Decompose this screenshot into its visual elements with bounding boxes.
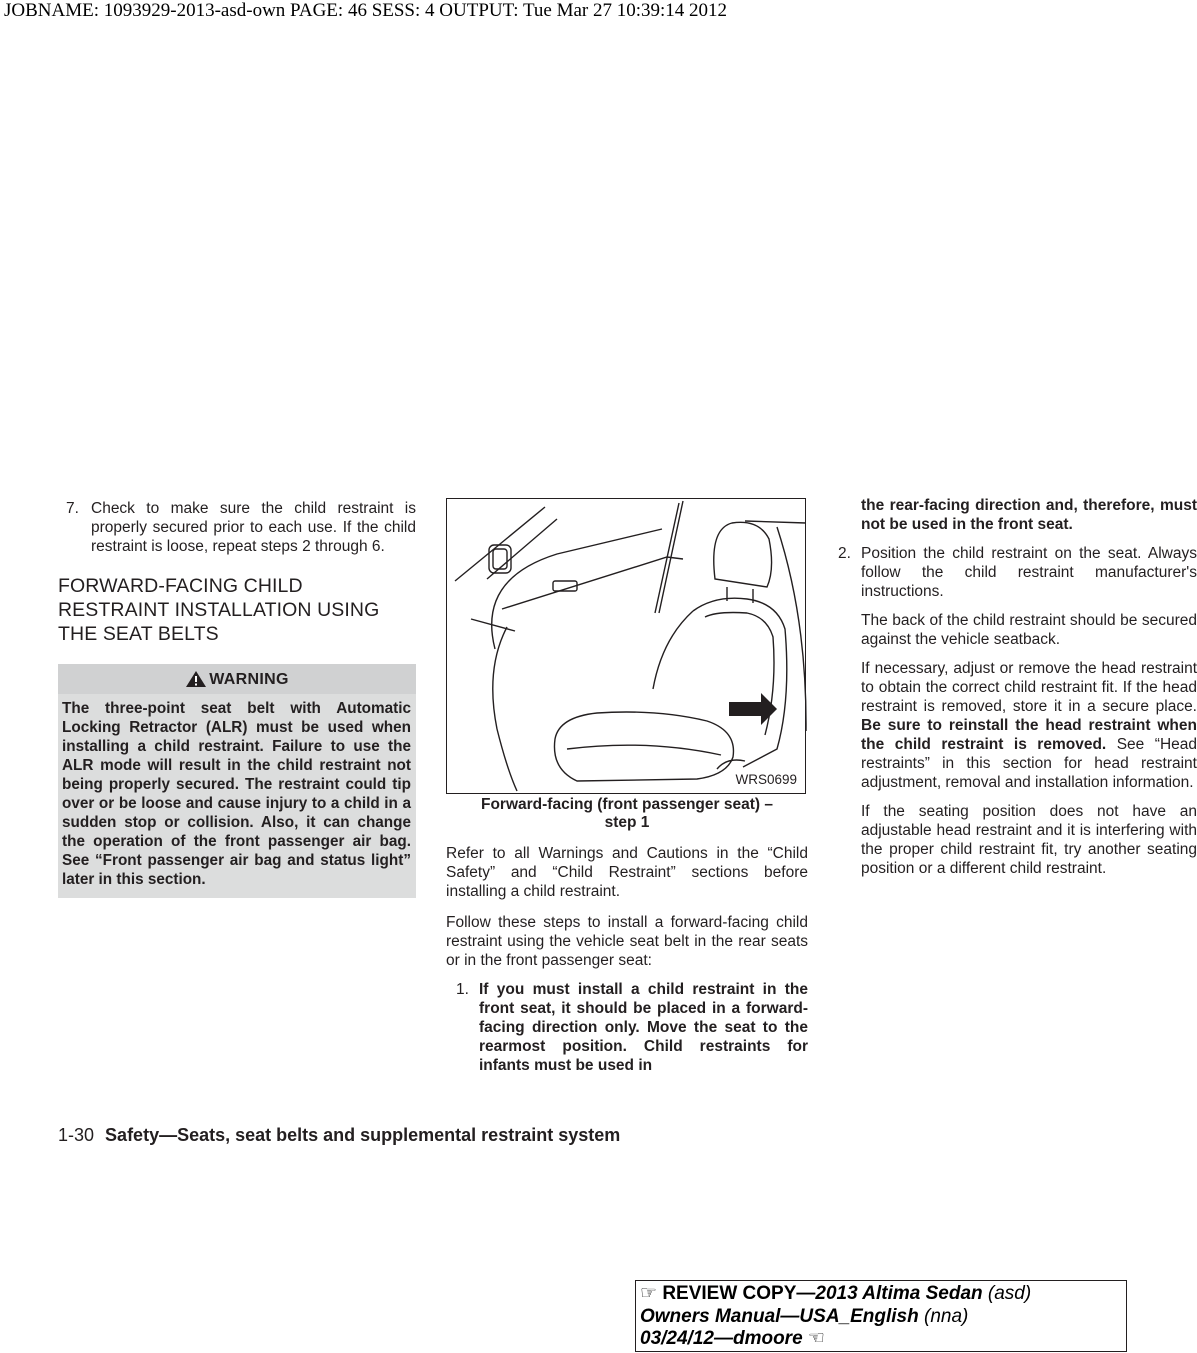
step-7-text: Check to make sure the child restraint is properly secured prior to each use. If the child restraint is loose, repeat steps 2 through 6. [91,500,416,555]
review-line-2 [640,1306,1126,1329]
review-vehicle: 2013 Altima Sedan [815,1283,983,1304]
figure-code: WRS0699 [735,772,797,787]
intro-paragraph-2: Follow these steps to install a forward-facing child restraint using the vehicle seat belt in the rear seats or in the front passenger seat: [446,914,808,969]
page-number: 1-30 [58,1125,95,1145]
review-label: REVIEW COPY— [662,1283,816,1304]
step-1-text: If you must install a child restraint in the front seat, it should be placed in a forward-facing direction only. Move the seat to the rearmost position. Child restraints for infants must be used in [479,981,808,1074]
review-line-3 [640,1328,1126,1351]
heading-line-3: THE SEAT BELTS [58,623,219,645]
intro-paragraph-1: Refer to all Warnings and Cautions in the “Child Safety” and “Child Restraint” sections before installing a child restraint. [446,845,808,900]
step-1-continued: the rear-facing direction and, therefore, must not be used in the front seat. [861,497,1197,533]
warning-header [58,664,416,694]
section-heading [58,574,416,646]
footer-title: Safety—Seats, seat belts and supplemental restraint system [105,1125,621,1145]
step-2-number: 2. [838,545,851,562]
step-7 [58,499,416,556]
warning-box [58,664,416,898]
review-vehicle-code: (asd) [987,1283,1032,1304]
warning-triangle-icon [185,670,207,688]
step-1 [446,980,808,1075]
warning-label: WARNING [209,670,289,688]
head-restraint-bold: Be sure to reinstall the head restraint when the child restraint is removed. [861,717,1197,753]
heading-line-2: RESTRAINT INSTALLATION USING [58,599,380,621]
review-manual: Owners Manual—USA_English [640,1305,919,1327]
step-2-text: Position the child restraint on the seat. Always follow the child restraint manufacturer's instructions. [861,545,1197,600]
step-7-number: 7. [66,500,79,517]
forward-facing-seat-drawing [447,499,807,795]
job-header: JOBNAME: 1093929-2013-asd-own PAGE: 46 SESS: 4 OUTPUT: Tue Mar 27 10:39:14 2012 [4,0,728,21]
column-2 [446,498,808,1075]
step-1-number: 1. [456,981,469,998]
warning-text: The three-point seat belt with Automatic Locking Retractor (ALR) must be used when installing a child restraint. Failure to use the ALR mode will result in the child restraint not being properly secured. The restraint could tip over or be loose and cause injury to a child in a sudden stop or collision. Also, it can change the operation of the front passenger air bag. See “Front passenger air bag and status light” later in this section. [62,700,411,888]
paragraph-head-restraint [838,659,1197,792]
caption-line-1: Forward-facing (front passenger seat) – [481,796,773,813]
heading-line-1: FORWARD-FACING CHILD [58,575,303,597]
head-restraint-text-b: See “Head restraints” in this section for head restraint adjustment, removal and installation information. [861,736,1197,791]
pointing-hand-icon: ☞ [640,1283,658,1304]
page-footer [58,1125,620,1146]
paragraph-seating-position: If the seating position does not have an adjustable head restraint and it is interfering with the proper child restraint fit, try another seating position or a different child restraint. [861,803,1197,877]
left-pointing-hand-icon: ☜ [807,1328,825,1349]
column-3 [838,496,1197,878]
review-copy-box [635,1280,1127,1352]
review-date-author: 03/24/12—dmoore [640,1328,803,1349]
caption-line-2: step 1 [604,814,650,831]
review-manual-code: (nna) [924,1305,969,1327]
seat-illustration [446,498,806,794]
figure-caption [446,796,808,832]
step-2 [838,544,1197,601]
head-restraint-text-a: If necessary, adjust or remove the head restraint to obtain the correct child restraint fit. If the head restraint is removed, store it in a secure place. [861,660,1197,715]
column-1 [58,499,416,898]
paragraph-seatback: The back of the child restraint should be secured against the vehicle seatback. [861,612,1197,648]
review-line-1 [640,1283,1126,1306]
